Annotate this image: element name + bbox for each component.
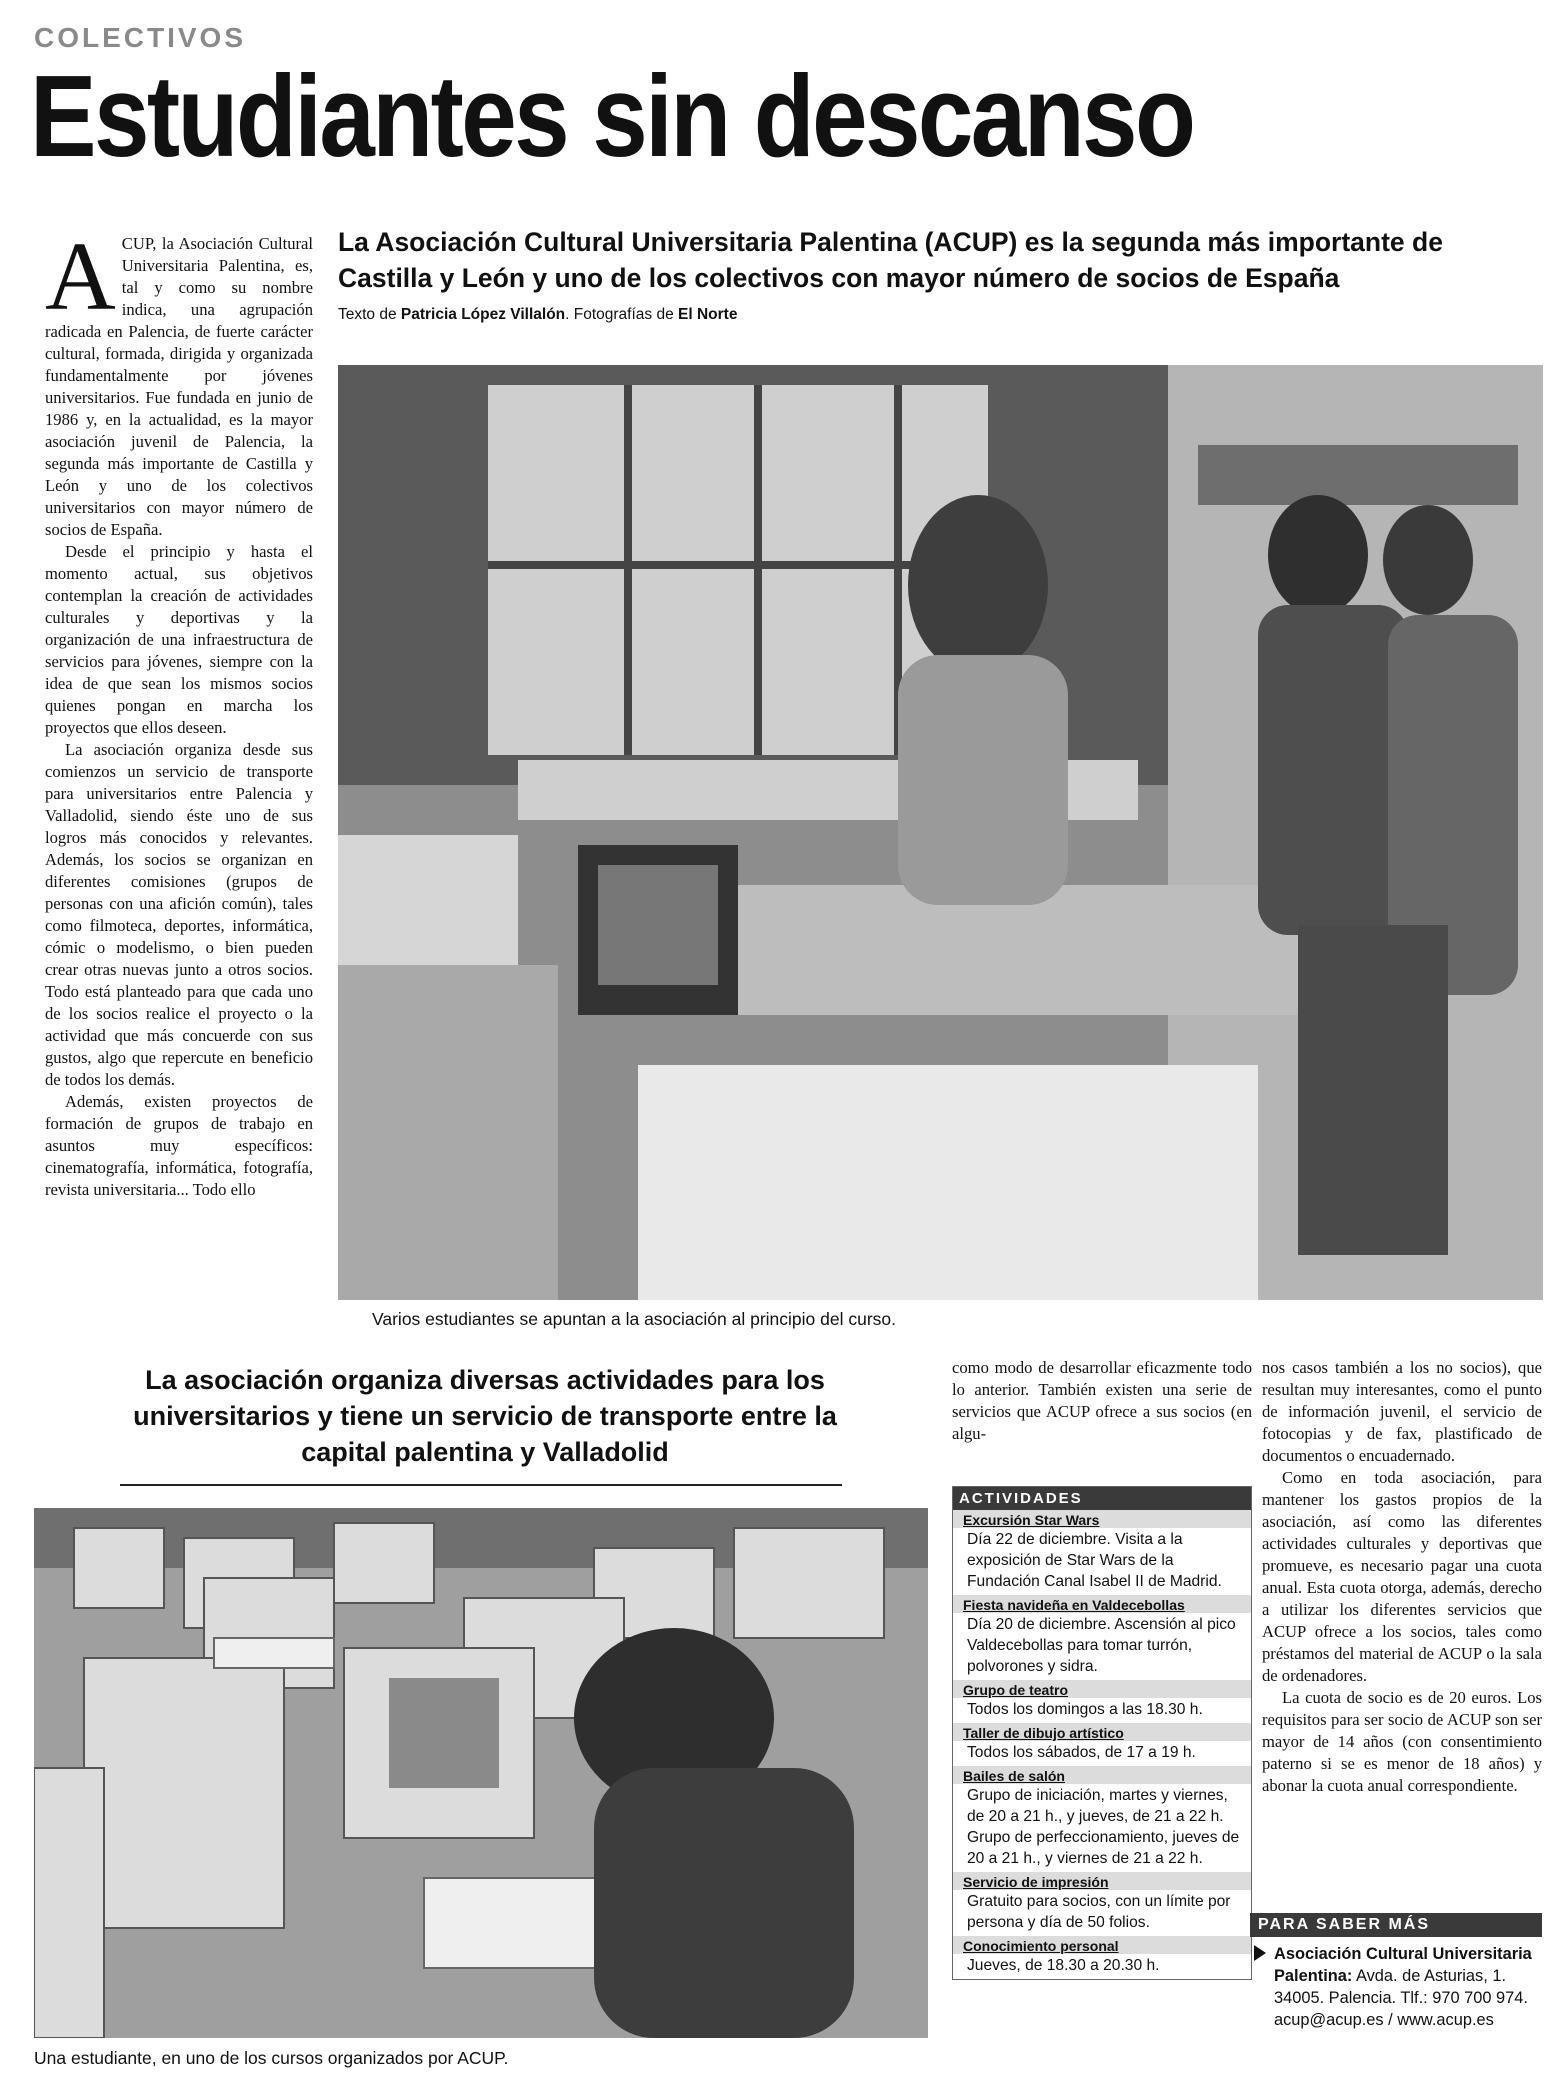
body-column-1	[45, 223, 313, 1201]
photo-1-illustration	[338, 365, 1543, 1300]
activity-desc: Jueves, de 18.30 a 20.30 h.	[967, 1957, 1160, 1974]
photo-2-caption: Una estudiante, en uno de los cursos organizados por ACUP.	[34, 2048, 509, 2068]
activities-heading: ACTIVIDADES	[953, 1487, 1251, 1510]
section-label: COLECTIVOS	[34, 22, 247, 53]
activity-title: Fiesta navideña en Valdecebollas	[953, 1595, 1251, 1613]
deck: La Asociación Cultural Universitaria Palentina (ACUP) es la segunda más importante de Castilla y León y uno de los colectivos con mayor número de socios de España	[338, 227, 1443, 293]
body-column-3	[952, 1357, 1252, 1445]
body-paragraph: como modo de desarrollar eficazmente todo lo anterior. También existen una serie de servicios que ACUP ofrece a sus socios (en algu-	[952, 1358, 1252, 1443]
activity-desc: Grupo de iniciación, martes y viernes, de 20 a 21 h., y jueves, de 21 a 22 h. Grupo de perfeccionamiento, jueves de 20 a 21 h., y viernes de 21 a 22 h.	[967, 1787, 1240, 1867]
activity-item	[953, 1510, 1251, 1595]
arrow-right-icon	[1254, 1945, 1266, 1961]
byline-photo-credit: El Norte	[678, 306, 738, 323]
activity-title: Conocimiento personal	[953, 1936, 1251, 1954]
body-paragraph: Además, existen proyectos de formación de grupos de trabajo en asuntos muy específicos: cinematografía, informática, fotografía, revista universitaria... Todo ello	[45, 1092, 313, 1199]
more-info-body	[1250, 1937, 1542, 2031]
body-paragraph: La cuota de socio es de 20 euros. Los requisitos para ser socio de ACUP son ser mayor de 14 años (con consentimiento paterno si se es menor de 18 años) y abonar la cuota anual correspondiente.	[1262, 1688, 1542, 1795]
photo-1-caption: Varios estudiantes se apuntan a la asociación al principio del curso.	[372, 1309, 897, 1329]
activity-desc: Todos los sábados, de 17 a 19 h.	[967, 1744, 1196, 1761]
byline	[338, 306, 737, 324]
headline: Estudiantes sin descanso	[30, 51, 1194, 181]
activity-item	[953, 1936, 1251, 1979]
activity-title: Grupo de teatro	[953, 1680, 1251, 1698]
body-paragraph: La asociación organiza desde sus comienzos un servicio de transporte para universitarios entre Palencia y Valladolid, siendo éste uno de sus logros más conocidos y relevantes. Además, los socios se organizan en diferentes comisiones (grupos de personas con una afición común), tales como filmoteca, deportes, informática, cómic o modelismo, o bien pueden crear otras nuevas junto a otros socios. Todo está planteado para que cada uno de los socios realice el proyecto o la actividad que más concuerde con sus gustos, algo que repercute en beneficio de todos los demás.	[45, 740, 313, 1089]
byline-prefix: Texto de	[338, 306, 401, 323]
kicker-rule	[120, 1484, 842, 1486]
body-paragraph: CUP, la Asociación Cultural Universitaria Palentina, es, tal y como su nombre indica, una agrupación radicada en Palencia, de fuerte carácter cultural, formada, dirigida y organizada fundamentalmente por jóvenes universitarios. Fue fundada en junio de 1986 y, en la actualidad, es la mayor asociación juvenil de Palencia, la segunda más importante de Castilla y León y uno de los colectivos universitarios con mayor número de socios de España.	[45, 234, 313, 539]
photo-2-illustration	[34, 1508, 928, 2038]
activity-item	[953, 1680, 1251, 1723]
more-info-box	[1250, 1913, 1542, 2031]
photo-students-registering	[338, 365, 1543, 1300]
activity-title: Taller de dibujo artístico	[953, 1723, 1251, 1741]
body-paragraph: nos casos también a los no socios), que resultan muy interesantes, como el punto de información juvenil, el servicio de fotocopias y de fax, plastificado de documentos o encuadernado.	[1262, 1358, 1542, 1465]
activity-desc: Día 22 de diciembre. Visita a la exposición de Star Wars de la Fundación Canal Isabel II de Madrid.	[967, 1531, 1222, 1590]
body-paragraph: Como en toda asociación, para mantener los gastos propios de la asociación, así como las diferentes actividades culturales y deportivas que promueve, es necesario pagar una cuota anual. Esta cuota otorga, además, derecho a utilizar los diferentes servicios que ACUP ofrece a los socios, tales como préstamos del material de ACUP o la sala de ordenadores.	[1262, 1468, 1542, 1685]
more-info-heading: PARA SABER MÁS	[1250, 1913, 1542, 1937]
more-info-address: Avda. de Asturias, 1. 34005. Palencia. Tlf.: 970 700 974. acup@acup.es / www.acup.es	[1274, 1967, 1528, 2029]
activity-item	[953, 1872, 1251, 1936]
activity-title: Bailes de salón	[953, 1766, 1251, 1784]
activity-title: Excursión Star Wars	[953, 1510, 1251, 1528]
activity-item	[953, 1595, 1251, 1680]
body-paragraph: Desde el principio y hasta el momento actual, sus objetivos contemplan la creación de actividades culturales y deportivas y la organización de una infraestructura de servicios para jóvenes, siempre con la idea de que sean los mismos socios quienes pongan en marcha los proyectos que ellos deseen.	[45, 542, 313, 737]
activity-desc: Día 20 de diciembre. Ascensión al pico Valdecebollas para tomar turrón, polvorones y sidra.	[967, 1616, 1236, 1675]
more-info-org: Asociación Cultural Universitaria Palentina:	[1274, 1945, 1532, 1985]
byline-author: Patricia López Villalón	[400, 306, 566, 323]
byline-mid: . Fotografías de	[565, 306, 679, 323]
activity-item	[953, 1723, 1251, 1766]
activity-desc: Todos los domingos a las 18.30 h.	[967, 1701, 1203, 1718]
photo-computer-room	[34, 1508, 928, 2038]
activity-title: Servicio de impresión	[953, 1872, 1251, 1890]
activities-box	[952, 1486, 1252, 1980]
body-column-4	[1262, 1357, 1542, 1797]
drop-cap: A	[45, 223, 116, 331]
activity-desc: Gratuito para socios, con un límite por persona y día de 50 folios.	[967, 1893, 1231, 1931]
activity-item	[953, 1766, 1251, 1872]
kicker: La asociación organiza diversas actividades para los universitarios y tiene un servicio de transporte entre la capital palentina y Valladolid	[133, 1365, 837, 1467]
